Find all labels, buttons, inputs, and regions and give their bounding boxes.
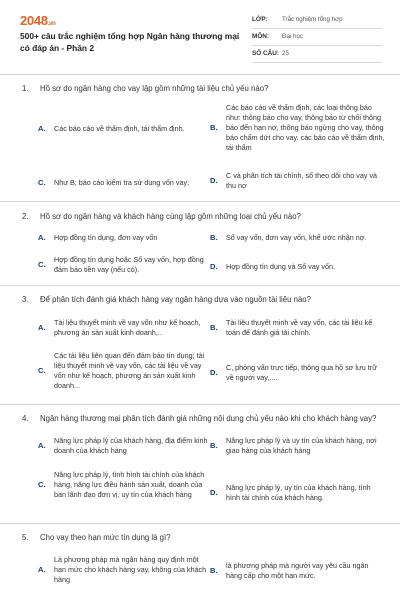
- logo-main: 2048: [20, 13, 48, 28]
- question-text: Cho vay theo hạn mức tín dụng là gì?: [40, 533, 171, 542]
- meta-value: Trắc nghiệm tổng hợp: [282, 15, 343, 23]
- option-text: Các tài liệu liên quan đến đảm bảo tín dụng; tài liệu thuyết minh về vay vốn, các tài liệu về vay vốn như kế hoạch, phương án sản xuất kinh doanh...: [54, 351, 205, 390]
- option-text: Các báo cáo về thẩm định, tái thẩm định.: [54, 124, 185, 134]
- option-4a[interactable]: [38, 436, 208, 456]
- question-number: 2.: [22, 212, 29, 221]
- option-letter: B.: [210, 440, 218, 450]
- option-text: C và phân tích tài chính, sổ theo dõi cho vay và thu nợ: [226, 171, 378, 190]
- question-text: Hồ sơ do ngân hàng và khách hàng cùng lập gồm những loại chủ yếu nào?: [40, 212, 301, 221]
- meta-table: [252, 12, 382, 63]
- option-text: Như B; báo cáo kiểm tra sử dụng vốn vay;: [54, 178, 190, 188]
- option-5a[interactable]: [38, 555, 208, 585]
- question-number: 1.: [22, 84, 29, 93]
- option-4d[interactable]: [210, 483, 386, 503]
- question-separator: [0, 404, 400, 405]
- option-3d[interactable]: [210, 363, 386, 383]
- option-letter: A.: [38, 564, 46, 574]
- option-letter: D.: [210, 487, 218, 497]
- option-letter: B.: [210, 122, 218, 132]
- option-letter: C.: [38, 178, 46, 187]
- option-text: Năng lực pháp lý của khách hàng, địa điểm kinh doanh của khách hàng: [54, 436, 208, 455]
- option-letter: B.: [210, 565, 218, 575]
- option-5b[interactable]: [210, 561, 386, 581]
- option-1c[interactable]: [38, 178, 208, 188]
- document-header: [0, 0, 400, 64]
- meta-row-subject: [252, 29, 382, 46]
- question-separator: [0, 201, 400, 202]
- header-divider: [0, 74, 400, 75]
- meta-key: SỐ CÂU:: [252, 49, 279, 57]
- option-1a[interactable]: [38, 124, 208, 134]
- option-letter: B.: [210, 322, 218, 332]
- question-5: [22, 533, 382, 544]
- option-text: Hợp đồng tín dụng, đơn vay vốn: [54, 233, 158, 243]
- site-logo[interactable]: [20, 12, 56, 30]
- option-letter: D.: [210, 175, 218, 185]
- question-1: [22, 84, 382, 95]
- option-text: Năng lực pháp lý, uy tín của khách hàng, tình hình tài chính của khách hàng.: [226, 483, 371, 502]
- question-3: [22, 295, 382, 306]
- option-3b[interactable]: [210, 318, 386, 338]
- option-1b[interactable]: [210, 103, 386, 153]
- option-text: Hợp đồng tín dụng hoặc Sổ vay vốn, hợp đồng đảm bảo tiền vay (nếu có).: [54, 255, 204, 274]
- question-4: [22, 414, 382, 425]
- option-4b[interactable]: [210, 436, 386, 456]
- option-text: Tài liệu thuyết minh về vay vốn như kế hoạch, phương án sản xuất kinh doanh,..: [54, 318, 201, 337]
- question-number: 3.: [22, 295, 29, 304]
- meta-row-class: [252, 12, 382, 29]
- option-text: Năng lực pháp lý và uy tín của khách hàng, nơi giao hàng của khách hàng: [226, 436, 377, 455]
- option-text: Hợp đồng tín dụng và Sổ vay vốn.: [226, 262, 336, 272]
- option-letter: A.: [38, 322, 46, 332]
- meta-value: 25: [282, 49, 289, 57]
- question-text: Ngân hàng thương mại phân tích đánh giá những nội dung chủ yếu nào khi cho khách hàng vay?: [40, 414, 377, 423]
- meta-row-count: [252, 46, 382, 63]
- option-4c[interactable]: [38, 470, 208, 500]
- question-2: [22, 212, 382, 223]
- question-text: Hồ sơ do ngân hàng cho vay lập gồm những tài liệu chủ yếu nào?: [40, 84, 269, 93]
- question-number: 5.: [22, 533, 29, 542]
- option-letter: C.: [38, 479, 46, 489]
- option-1d[interactable]: [210, 171, 386, 191]
- option-text: Năng lực pháp lý, tình hình tài chính của khách hàng, năng lực điều hành sản xuất, doanh của ban lãnh đạo đơn vị, uy tín của khách hàng: [54, 470, 205, 499]
- question-number: 4.: [22, 414, 29, 423]
- option-letter: D.: [210, 262, 218, 271]
- option-text: Tài liệu thuyết minh về vay vốn, các tài liệu kế toán để đánh giá tài chính.: [226, 318, 373, 337]
- option-text: Là phương pháp mà ngân hàng quy định một hạn mức cho khách hàng vay, không của khách hàng: [54, 555, 207, 584]
- option-2a[interactable]: [38, 233, 208, 243]
- option-text: Các báo cáo về thẩm định, các loại thông báo như: thông báo cho vay, thông báo từ chối thông báo đến hạn nợ, thông báo ngừng cho vay, thông báo chấm dứt cho vay. các báo cáo về thẩm định, tái thẩm: [226, 103, 385, 152]
- option-letter: D.: [210, 367, 218, 377]
- option-letter: C.: [38, 365, 46, 375]
- meta-value: Đại học: [282, 32, 303, 40]
- option-letter: A.: [38, 124, 46, 133]
- option-text: Sổ vay vốn, đơn vay vốn, khế ước nhận nợ.: [226, 233, 367, 243]
- option-letter: B.: [210, 233, 218, 242]
- option-letter: C.: [38, 259, 46, 269]
- logo-domain: .vn: [47, 21, 56, 27]
- option-2c[interactable]: [38, 255, 208, 275]
- option-letter: A.: [38, 440, 46, 450]
- option-text: C, phỏng vấn trực tiếp, thông qua hồ sơ lưu trữ về người vay,....: [226, 363, 378, 382]
- option-3c[interactable]: [38, 351, 208, 391]
- meta-key: LỚP:: [252, 15, 268, 23]
- option-text: là phương pháp mà người vay yêu cầu ngân hàng cấp cho một hạn mức.: [226, 561, 369, 580]
- meta-key: MÔN:: [252, 32, 270, 40]
- option-2d[interactable]: [210, 262, 386, 272]
- option-3a[interactable]: [38, 318, 208, 338]
- question-text: Để phân tích đánh giá khách hàng vay ngân hàng dựa vào nguồn tài liệu nào?: [40, 295, 311, 304]
- option-letter: A.: [38, 233, 46, 242]
- document-title: 500+ câu trắc nghiệm tổng hợp Ngân hàng thương mại có đáp án - Phần 2: [20, 31, 240, 54]
- option-2b[interactable]: [210, 233, 386, 243]
- question-separator: [0, 285, 400, 286]
- question-separator: [0, 523, 400, 524]
